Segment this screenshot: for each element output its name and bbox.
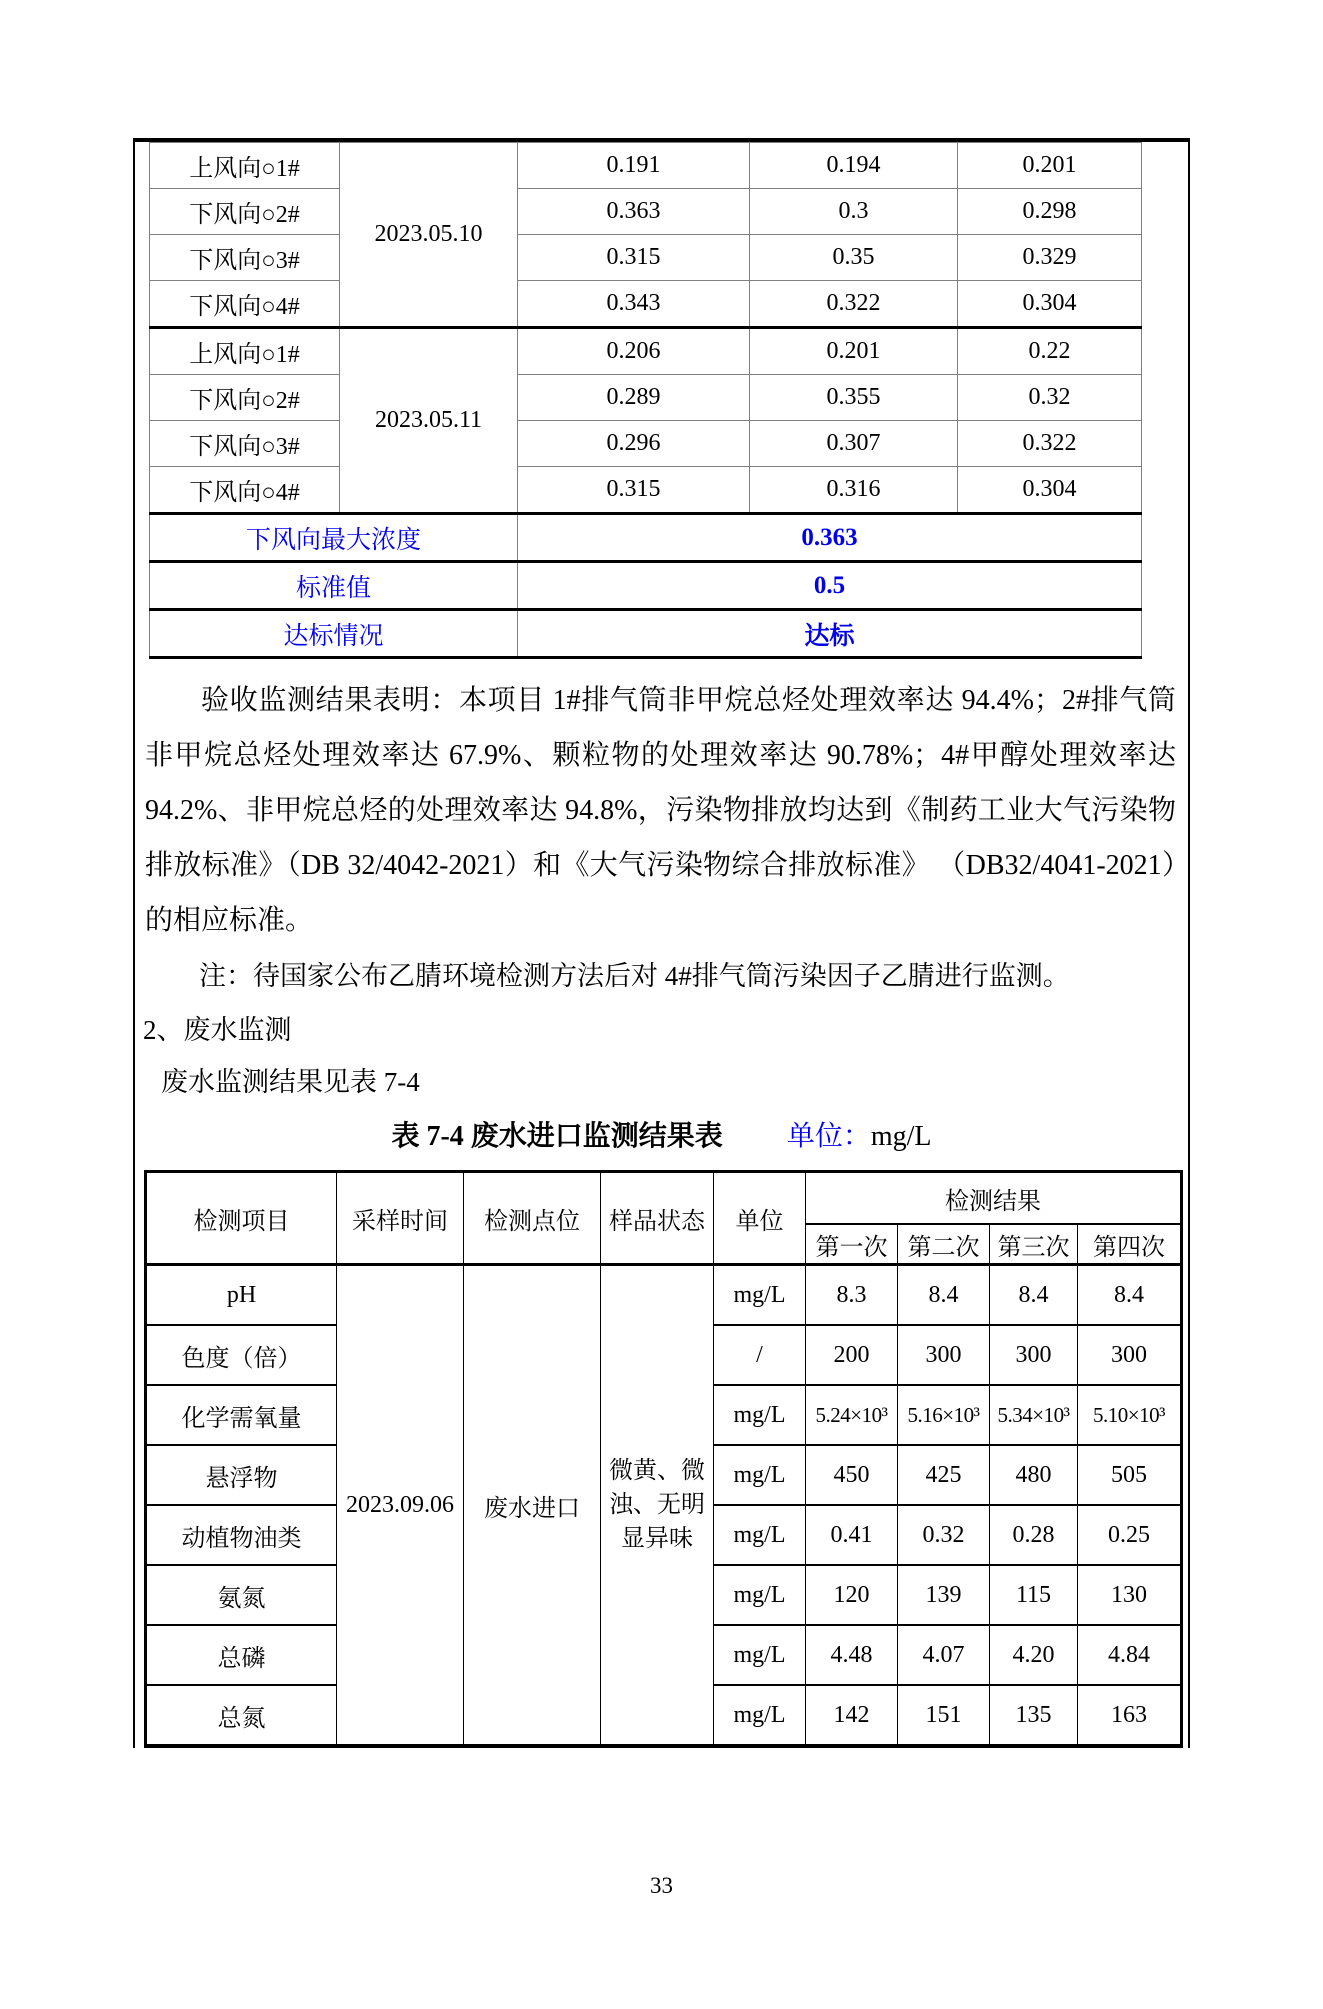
monitoring-point-cell: 下风向○4# [150,281,340,328]
result-cell: 120 [806,1565,898,1625]
value-cell: 0.289 [518,375,750,421]
unit-value: mg/L [870,1121,932,1152]
result-paragraph: 验收监测结果表明：本项目 1#排气筒非甲烷总烃处理效率达 94.4%；2#排气筒非甲烷总烃处理效率达 67.9%、颗粒物的处理效率达 90.78%；4#甲醇处理效率达 94.2%、非甲烷总烃的处理效率达 94.8%，污染物排放均达到《制药工业大气污染物排放标准》（DB 32/4042-2021）和《大气污染物综合排放标准》 （DB32/4041-2021）的相应标准。 [145,685,1176,936]
table-row [150,610,1142,658]
column-header-item: 检测项目 [146,1172,337,1265]
monitoring-point-cell: 下风向○3# [150,235,340,281]
monitoring-point-cell: 上风向○1# [150,143,340,189]
summary-value-cell: 达标 [518,610,1142,658]
value-cell: 0.343 [518,281,750,328]
value-cell: 0.315 [518,235,750,281]
result-cell: 4.07 [898,1625,990,1685]
result-cell: 0.32 [898,1505,990,1565]
value-cell: 0.322 [958,421,1142,467]
item-cell: 氨氮 [146,1565,337,1625]
table-row [150,467,1142,514]
value-cell: 0.329 [958,235,1142,281]
unit-cell: mg/L [714,1385,806,1445]
sampling-date-cell: 2023.05.11 [340,328,518,514]
sampling-date-cell: 2023.05.10 [340,143,518,328]
monitoring-point-cell: 下风向○4# [150,467,340,514]
table-row [150,562,1142,610]
column-header-run4: 第四次 [1078,1224,1182,1265]
section-heading: 2、废水监测 [143,1015,292,1045]
value-cell: 0.307 [750,421,958,467]
result-cell: 5.16×10³ [898,1385,990,1445]
result-cell: 0.41 [806,1505,898,1565]
result-cell: 425 [898,1445,990,1505]
value-cell: 0.3 [750,189,958,235]
result-cell: 5.10×10³ [1078,1385,1182,1445]
table-reference: 废水监测结果见表 7-4 [161,1067,420,1097]
item-cell: 悬浮物 [146,1445,337,1505]
unit-cell: mg/L [714,1265,806,1326]
sample-time-cell: 2023.09.06 [337,1265,464,1747]
result-cell: 135 [990,1685,1078,1746]
result-cell: 300 [990,1325,1078,1385]
value-cell: 0.296 [518,421,750,467]
table-row [150,235,1142,281]
table-row [150,375,1142,421]
unit-cell: mg/L [714,1505,806,1565]
summary-label-cell: 下风向最大浓度 [150,514,518,562]
unit-cell: / [714,1325,806,1385]
value-cell: 0.206 [518,328,750,375]
value-cell: 0.201 [958,143,1142,189]
unit-cell: mg/L [714,1445,806,1505]
result-cell: 4.48 [806,1625,898,1685]
table-row [146,1265,1182,1326]
item-cell: 总氮 [146,1685,337,1746]
value-cell: 0.201 [750,328,958,375]
value-cell: 0.355 [750,375,958,421]
result-cell: 139 [898,1565,990,1625]
table-row [150,328,1142,375]
unit-cell: mg/L [714,1625,806,1685]
monitoring-point-cell: 上风向○1# [150,328,340,375]
value-cell: 0.298 [958,189,1142,235]
value-cell: 0.35 [750,235,958,281]
result-cell: 0.25 [1078,1505,1182,1565]
value-cell: 0.191 [518,143,750,189]
column-header-unit: 单位 [714,1172,806,1265]
summary-value-cell: 0.5 [518,562,1142,610]
item-cell: 动植物油类 [146,1505,337,1565]
table-title-text: 表 7-4 废水进口监测结果表 [391,1121,723,1152]
note-paragraph: 注：待国家公布乙腈环境检测方法后对 4#排气筒污染因子乙腈进行监测。 [199,961,1070,991]
column-header-run3: 第三次 [990,1224,1078,1265]
result-cell: 450 [806,1445,898,1505]
unit-cell: mg/L [714,1685,806,1746]
result-cell: 115 [990,1565,1078,1625]
column-header-result: 检测结果 [806,1172,1182,1225]
result-cell: 8.4 [898,1265,990,1326]
column-header-sample-time: 采样时间 [337,1172,464,1265]
result-cell: 300 [1078,1325,1182,1385]
result-cell: 142 [806,1685,898,1746]
unit-label: 单位： [786,1121,871,1152]
summary-label-cell: 标准值 [150,562,518,610]
result-cell: 0.28 [990,1505,1078,1565]
item-cell: 总磷 [146,1625,337,1685]
item-cell: 化学需氧量 [146,1385,337,1445]
table-row [150,281,1142,328]
value-cell: 0.322 [750,281,958,328]
monitoring-point-cell: 下风向○3# [150,421,340,467]
result-cell: 5.34×10³ [990,1385,1078,1445]
column-header-run1: 第一次 [806,1224,898,1265]
result-cell: 300 [898,1325,990,1385]
unit-cell: mg/L [714,1565,806,1625]
result-cell: 163 [1078,1685,1182,1746]
result-cell: 8.4 [1078,1265,1182,1326]
value-cell: 0.194 [750,143,958,189]
value-cell: 0.304 [958,281,1142,328]
sample-state-cell: 微黄、微浊、无明显异味 [601,1265,714,1747]
table-row [150,421,1142,467]
wastewater-table [144,1170,1183,1748]
result-cell: 151 [898,1685,990,1746]
item-cell: 色度（倍） [146,1325,337,1385]
value-cell: 0.32 [958,375,1142,421]
result-cell: 8.3 [806,1265,898,1326]
result-cell: 4.20 [990,1625,1078,1685]
monitoring-point-cell: 下风向○2# [150,189,340,235]
column-header-run2: 第二次 [898,1224,990,1265]
monitoring-point-cell: 下风向○2# [150,375,340,421]
value-cell: 0.304 [958,467,1142,514]
value-cell: 0.316 [750,467,958,514]
table-row [150,189,1142,235]
value-cell: 0.315 [518,467,750,514]
result-cell: 5.24×10³ [806,1385,898,1445]
table-title [135,1114,1188,1160]
page-number: 33 [650,1873,673,1898]
summary-label-cell: 达标情况 [150,610,518,658]
result-cell: 200 [806,1325,898,1385]
result-cell: 4.84 [1078,1625,1182,1685]
air-monitoring-table [149,142,1142,659]
value-cell: 0.22 [958,328,1142,375]
column-header-location: 检测点位 [464,1172,601,1265]
value-cell: 0.363 [518,189,750,235]
result-cell: 505 [1078,1445,1182,1505]
location-cell: 废水进口 [464,1265,601,1747]
result-cell: 8.4 [990,1265,1078,1326]
column-header-sample-state: 样品状态 [601,1172,714,1265]
result-cell: 480 [990,1445,1078,1505]
summary-value-cell: 0.363 [518,514,1142,562]
table-header-row [146,1172,1182,1225]
content-frame [133,138,1190,1748]
document-page [0,138,1323,2009]
table-row [150,143,1142,189]
table-row [150,514,1142,562]
item-cell: pH [146,1265,337,1326]
result-cell: 130 [1078,1565,1182,1625]
